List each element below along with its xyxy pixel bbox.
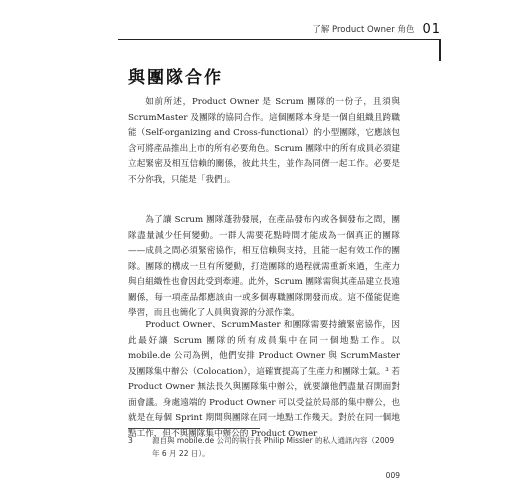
body-paragraph-2 [128,213,400,322]
paragraph-text: 如前所述，Product Owner 是 Scrum 團隊的一份子，且須與 ScrumMaster 及團隊的協同合作。這個團隊本身是一個自組織且跨職能（Self-organizing and Cross-functional）的小型團隊，它應該包含可將產品推出上市的所有必要角色。Scrum 團隊中的所有成員必須建立起緊密及相互信賴的關係，彼此共生，並作為同儕一起工作。必要是不分你我，只能是「我們」。 [128,97,400,185]
page-number: 009 [385,471,400,480]
body-paragraph-1 [128,95,400,188]
paragraph-text: Product Owner、ScrumMaster 和團隊需要持續緊密協作，因此最好讓 Scrum 團隊的所有成員集中在同一個地點工作。以 mobile.de 公司為例，他們安排 Product Owner 與 ScrumMaster 及團隊集中辦公（Colocation），這確實提高了生產力和團隊士氣。³ 若 Product Owner 無法長久與團隊集中辦公，就要讓他們盡量召開面對面會議。身處遠端的 Product Owner 可以受益於局部的集中辦公，也就是在每個 Sprint 期間與團隊在同一地點工作幾天。對於在同一個地點工作，但不與團隊集中辦公的 Product Owner [128,320,400,439]
header-corner-mark [439,39,441,61]
chapter-number: 01 [422,21,441,37]
section-title: 與團隊合作 [128,68,223,88]
paragraph-text: 為了讓 Scrum 團隊蓬勃發展，在產品發布內或各個發布之間，團隊盡量減少任何變動。一群人需要花點時間才能成為一個真正的團隊——成員之間必須緊密協作，相互信賴與支持，且能一起有效工作的團隊。團隊的構成一旦有所變動，打造團隊的過程就需重新來過，生產力與自組織性也會因此受到牽連。此外，Scrum 團隊需與其產品建立長遠關係，每一項產品都應該由一或多個專職團隊開發而成。這不僅能促進學習，而且也簡化了人員與資源的分派作業。 [128,215,400,318]
footnote-number: 3 [128,436,133,445]
running-title: 了解 Product Owner 角色 [312,25,415,35]
body-paragraph-3 [128,318,400,442]
footnote [128,434,400,460]
footnote-text: 源自與 mobile.de 公司的執行長 Philip Missler 的私人通訊內容（2009 年 6 月 22 日）。 [152,436,395,458]
header-rule [118,39,440,40]
footnote-rule [128,428,260,429]
running-header [312,19,441,39]
